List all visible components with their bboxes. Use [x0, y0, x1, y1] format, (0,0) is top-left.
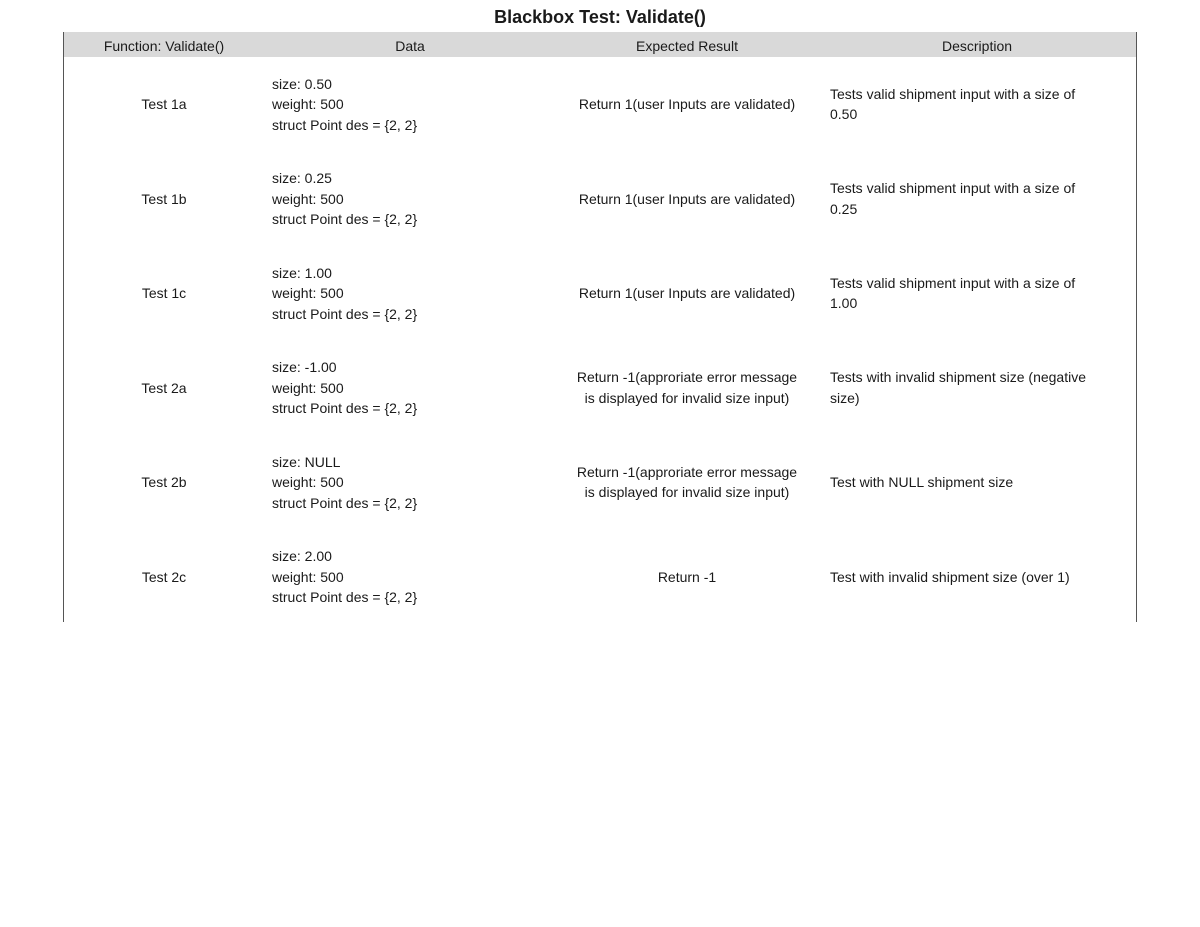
test-data-line: weight: 500: [272, 568, 344, 585]
test-data-line: struct Point des = {2, 2}: [272, 589, 418, 605]
expected-result-line: is displayed for invalid size input): [584, 389, 790, 406]
test-data-line: weight: 500: [272, 96, 344, 112]
test-data-cell: [272, 530, 552, 625]
test-id-cell: Test 2b: [141, 474, 187, 491]
test-data-line: weight: 500: [272, 379, 344, 396]
page-title: Blackbox Test: Validate(): [494, 7, 706, 27]
test-data-line: size: 1.00: [272, 264, 332, 281]
expected-result-line: Return -1(approriate error message: [576, 369, 798, 386]
expected-result-line: Return 1(user Inputs are validated): [578, 285, 796, 301]
description-cell: [830, 152, 1130, 247]
description-line: 0.50: [830, 106, 858, 123]
description-line: Tests with invalid shipment size (negative: [830, 369, 1087, 386]
test-data-line: weight: 500: [272, 285, 344, 301]
test-data-line: size: -1.00: [272, 359, 337, 375]
table-header-row: [64, 32, 1136, 57]
expected-result-cell: [556, 57, 818, 152]
description-cell: [830, 530, 1130, 625]
description-line: Test with invalid shipment size (over 1): [830, 568, 1070, 585]
table-body: [64, 57, 1136, 624]
expected-result-line: Return -1: [657, 568, 717, 585]
test-id-cell: Test 1c: [141, 285, 187, 302]
expected-result-line: Return 1(user Inputs are validated): [578, 190, 796, 207]
test-data-line: struct Point des = {2, 2}: [272, 400, 418, 416]
description-cell: [830, 435, 1130, 530]
test-data-cell: [272, 152, 552, 247]
header-description: Description: [941, 38, 1013, 54]
test-data-line: weight: 500: [272, 190, 344, 207]
description-line: 1.00: [830, 295, 858, 312]
description-cell: [830, 246, 1130, 341]
test-data-cell: [272, 246, 552, 341]
test-data-cell: [272, 341, 552, 436]
expected-result-line: is displayed for invalid size input): [584, 484, 790, 501]
test-id-cell: Test 1b: [141, 190, 187, 207]
table-row: [64, 57, 1136, 152]
description-cell: [830, 57, 1130, 152]
test-id-cell: Test 2a: [141, 379, 187, 396]
expected-result-cell: [556, 246, 818, 341]
test-id-cell: Test 1a: [141, 96, 187, 113]
expected-result-cell: [556, 341, 818, 436]
expected-result-cell: [556, 530, 818, 625]
expected-result-line: Return -1(approriate error message: [576, 463, 798, 480]
description-line: Test with NULL shipment size: [830, 474, 1014, 490]
expected-result-cell: [556, 152, 818, 247]
test-data-line: struct Point des = {2, 2}: [272, 494, 418, 511]
table-row: [64, 530, 1136, 625]
test-data-cell: [272, 57, 552, 152]
test-data-line: size: 0.50: [272, 75, 332, 92]
test-data-line: size: NULL: [272, 453, 341, 470]
description-line: 0.25: [830, 200, 858, 217]
test-id-cell: Test 2c: [141, 568, 187, 585]
test-data-line: weight: 500: [272, 474, 344, 490]
table-row: [64, 341, 1136, 436]
description-cell: [830, 341, 1130, 436]
table-row: [64, 152, 1136, 247]
table-row: [64, 435, 1136, 530]
test-data-cell: [272, 435, 552, 530]
description-line: size): [830, 389, 860, 406]
expected-result-line: Return 1(user Inputs are validated): [578, 96, 796, 112]
header-data: Data: [395, 38, 425, 54]
test-data-line: struct Point des = {2, 2}: [272, 305, 418, 322]
header-function: Function: Validate(): [103, 38, 225, 54]
table-row: [64, 246, 1136, 341]
test-data-line: size: 0.25: [272, 170, 332, 186]
test-table: [63, 32, 1137, 622]
test-data-line: struct Point des = {2, 2}: [272, 116, 418, 133]
expected-result-cell: [556, 435, 818, 530]
test-data-line: struct Point des = {2, 2}: [272, 211, 418, 227]
test-data-line: size: 2.00: [272, 548, 332, 564]
description-line: Tests valid shipment input with a size of: [830, 85, 1076, 102]
description-line: Tests valid shipment input with a size of: [830, 274, 1076, 291]
description-line: Tests valid shipment input with a size of: [830, 180, 1076, 197]
header-expected-result: Expected Result: [636, 38, 738, 54]
